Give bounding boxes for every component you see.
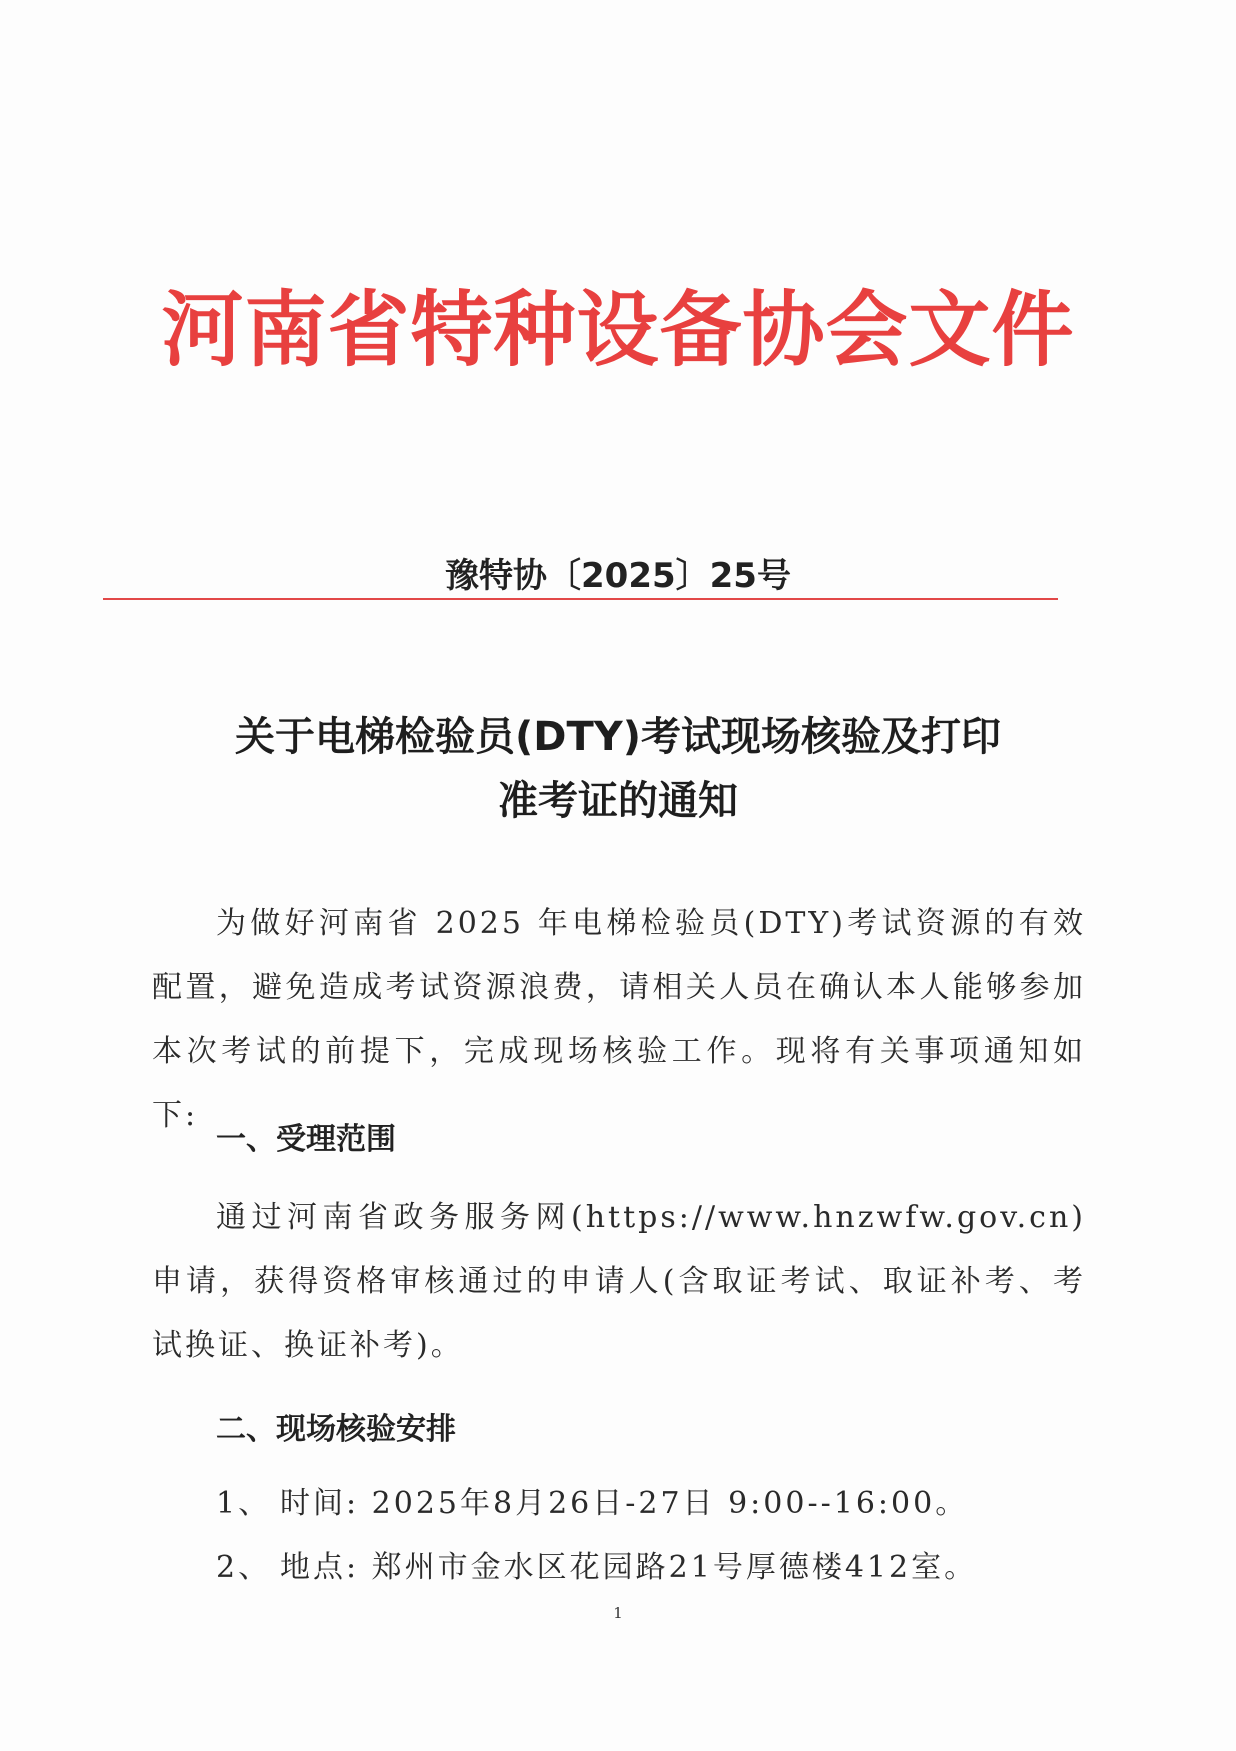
- page-number: 1: [613, 1604, 623, 1622]
- list-item-text: 时间: 2025年8月26日-27日 9:00--16:00。: [280, 1486, 969, 1521]
- red-divider-line: [103, 598, 1058, 600]
- notice-title-line-2: 准考证的通知: [498, 778, 738, 824]
- document-number: 豫特协〔2025〕25号: [445, 556, 791, 596]
- list-item-location: [216, 1542, 977, 1586]
- masthead-title: 河南省特种设备协会文件: [161, 283, 1075, 378]
- section-1-body: 通过河南省政务服务网(https://www.hnzwfw.gov.cn)申请，获得资格审核通过的申请人(含取证考试、取证补考、考试换证、换证补考)。: [152, 1200, 1086, 1363]
- intro-paragraph: 为做好河南省 2025 年电梯检验员(DTY)考试资源的有效配置，避免造成考试资源浪费，请相关人员在确认本人能够参加本次考试的前提下，完成现场核验工作。现将有关事项通知如下:: [152, 906, 1086, 1133]
- notice-title: [0, 705, 1236, 833]
- list-item-time: [216, 1478, 968, 1522]
- notice-title-line-1: 关于电梯检验员(DTY)考试现场核验及打印: [234, 714, 1001, 760]
- section-1-heading: 一、受理范围: [216, 1122, 396, 1157]
- list-item-text: 地点: 郑州市金水区花园路21号厚德楼412室。: [280, 1550, 978, 1585]
- list-item-number: 1、: [216, 1486, 272, 1521]
- section-2-heading: 二、现场核验安排: [216, 1412, 456, 1447]
- list-item-number: 2、: [216, 1550, 272, 1585]
